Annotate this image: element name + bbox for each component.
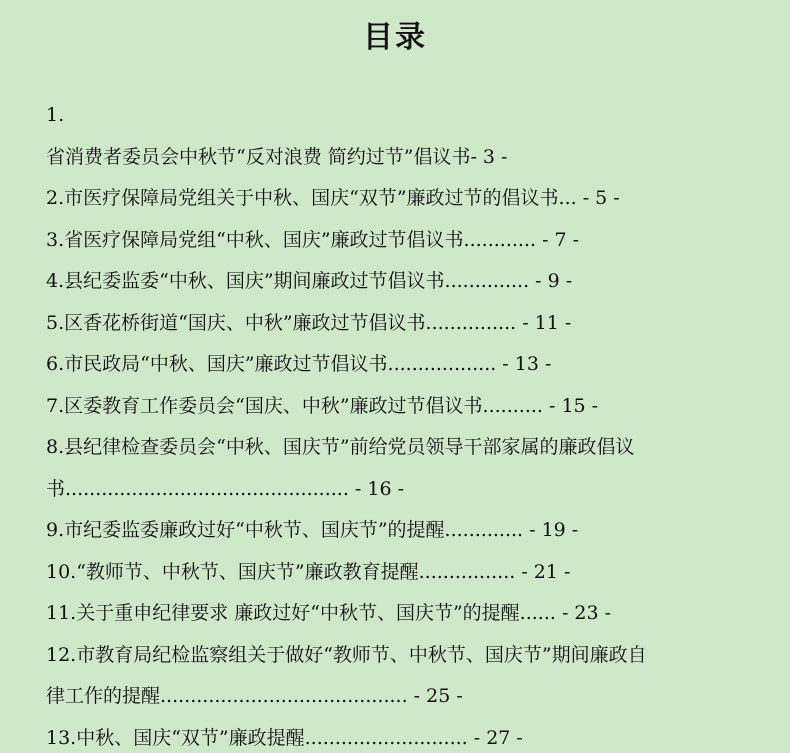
toc-line: 9.市纪委监委廉政过好“中秋节、国庆节”的提醒............. - 19 -: [46, 519, 579, 541]
page-title: 目录: [363, 20, 427, 55]
toc-line: 4.县纪委监委“中秋、国庆”期间廉政过节倡议书.............. - 9 -: [46, 270, 573, 292]
toc-line: 6.市民政局“中秋、国庆”廉政过节倡议书.................. - 13 -: [46, 353, 552, 375]
toc-line: 2.市医疗保障局党组关于中秋、国庆“双节”廉政过节的倡议书... - 5 -: [46, 187, 620, 209]
toc-line: 5.区香花桥街道“国庆、中秋”廉政过节倡议书............... - 11 -: [46, 312, 572, 334]
toc-line: 7.区委教育工作委员会“国庆、中秋”廉政过节倡议书.......... - 15 -: [46, 395, 599, 417]
toc-line: 11.关于重申纪律要求 廉政过好“中秋节、国庆节”的提醒...... - 23 -: [46, 602, 612, 624]
toc-line: 13.中秋、国庆“双节”廉政提醒........................... - 27 -: [46, 727, 523, 749]
toc-line: 书............................................... - 16 -: [46, 478, 404, 500]
toc-line: 8.县纪律检查委员会“中秋、国庆节”前给党员领导干部家属的廉政倡议: [46, 436, 635, 458]
toc-line: 12.市教育局纪检监察组关于做好“教师节、中秋节、国庆节”期间廉政自: [46, 644, 647, 666]
toc-line: 1.: [46, 104, 65, 126]
toc-line: 3.省医疗保障局党组“中秋、国庆”廉政过节倡议书............ - 7 -: [46, 229, 580, 251]
toc-line: 律工作的提醒......................................... - 25 -: [46, 685, 463, 707]
toc-line: 省消费者委员会中秋节“反对浪费 简约过节”倡议书- 3 -: [46, 146, 508, 168]
toc-line: 10.“教师节、中秋节、国庆节”廉政教育提醒................ - 21 -: [46, 561, 571, 583]
